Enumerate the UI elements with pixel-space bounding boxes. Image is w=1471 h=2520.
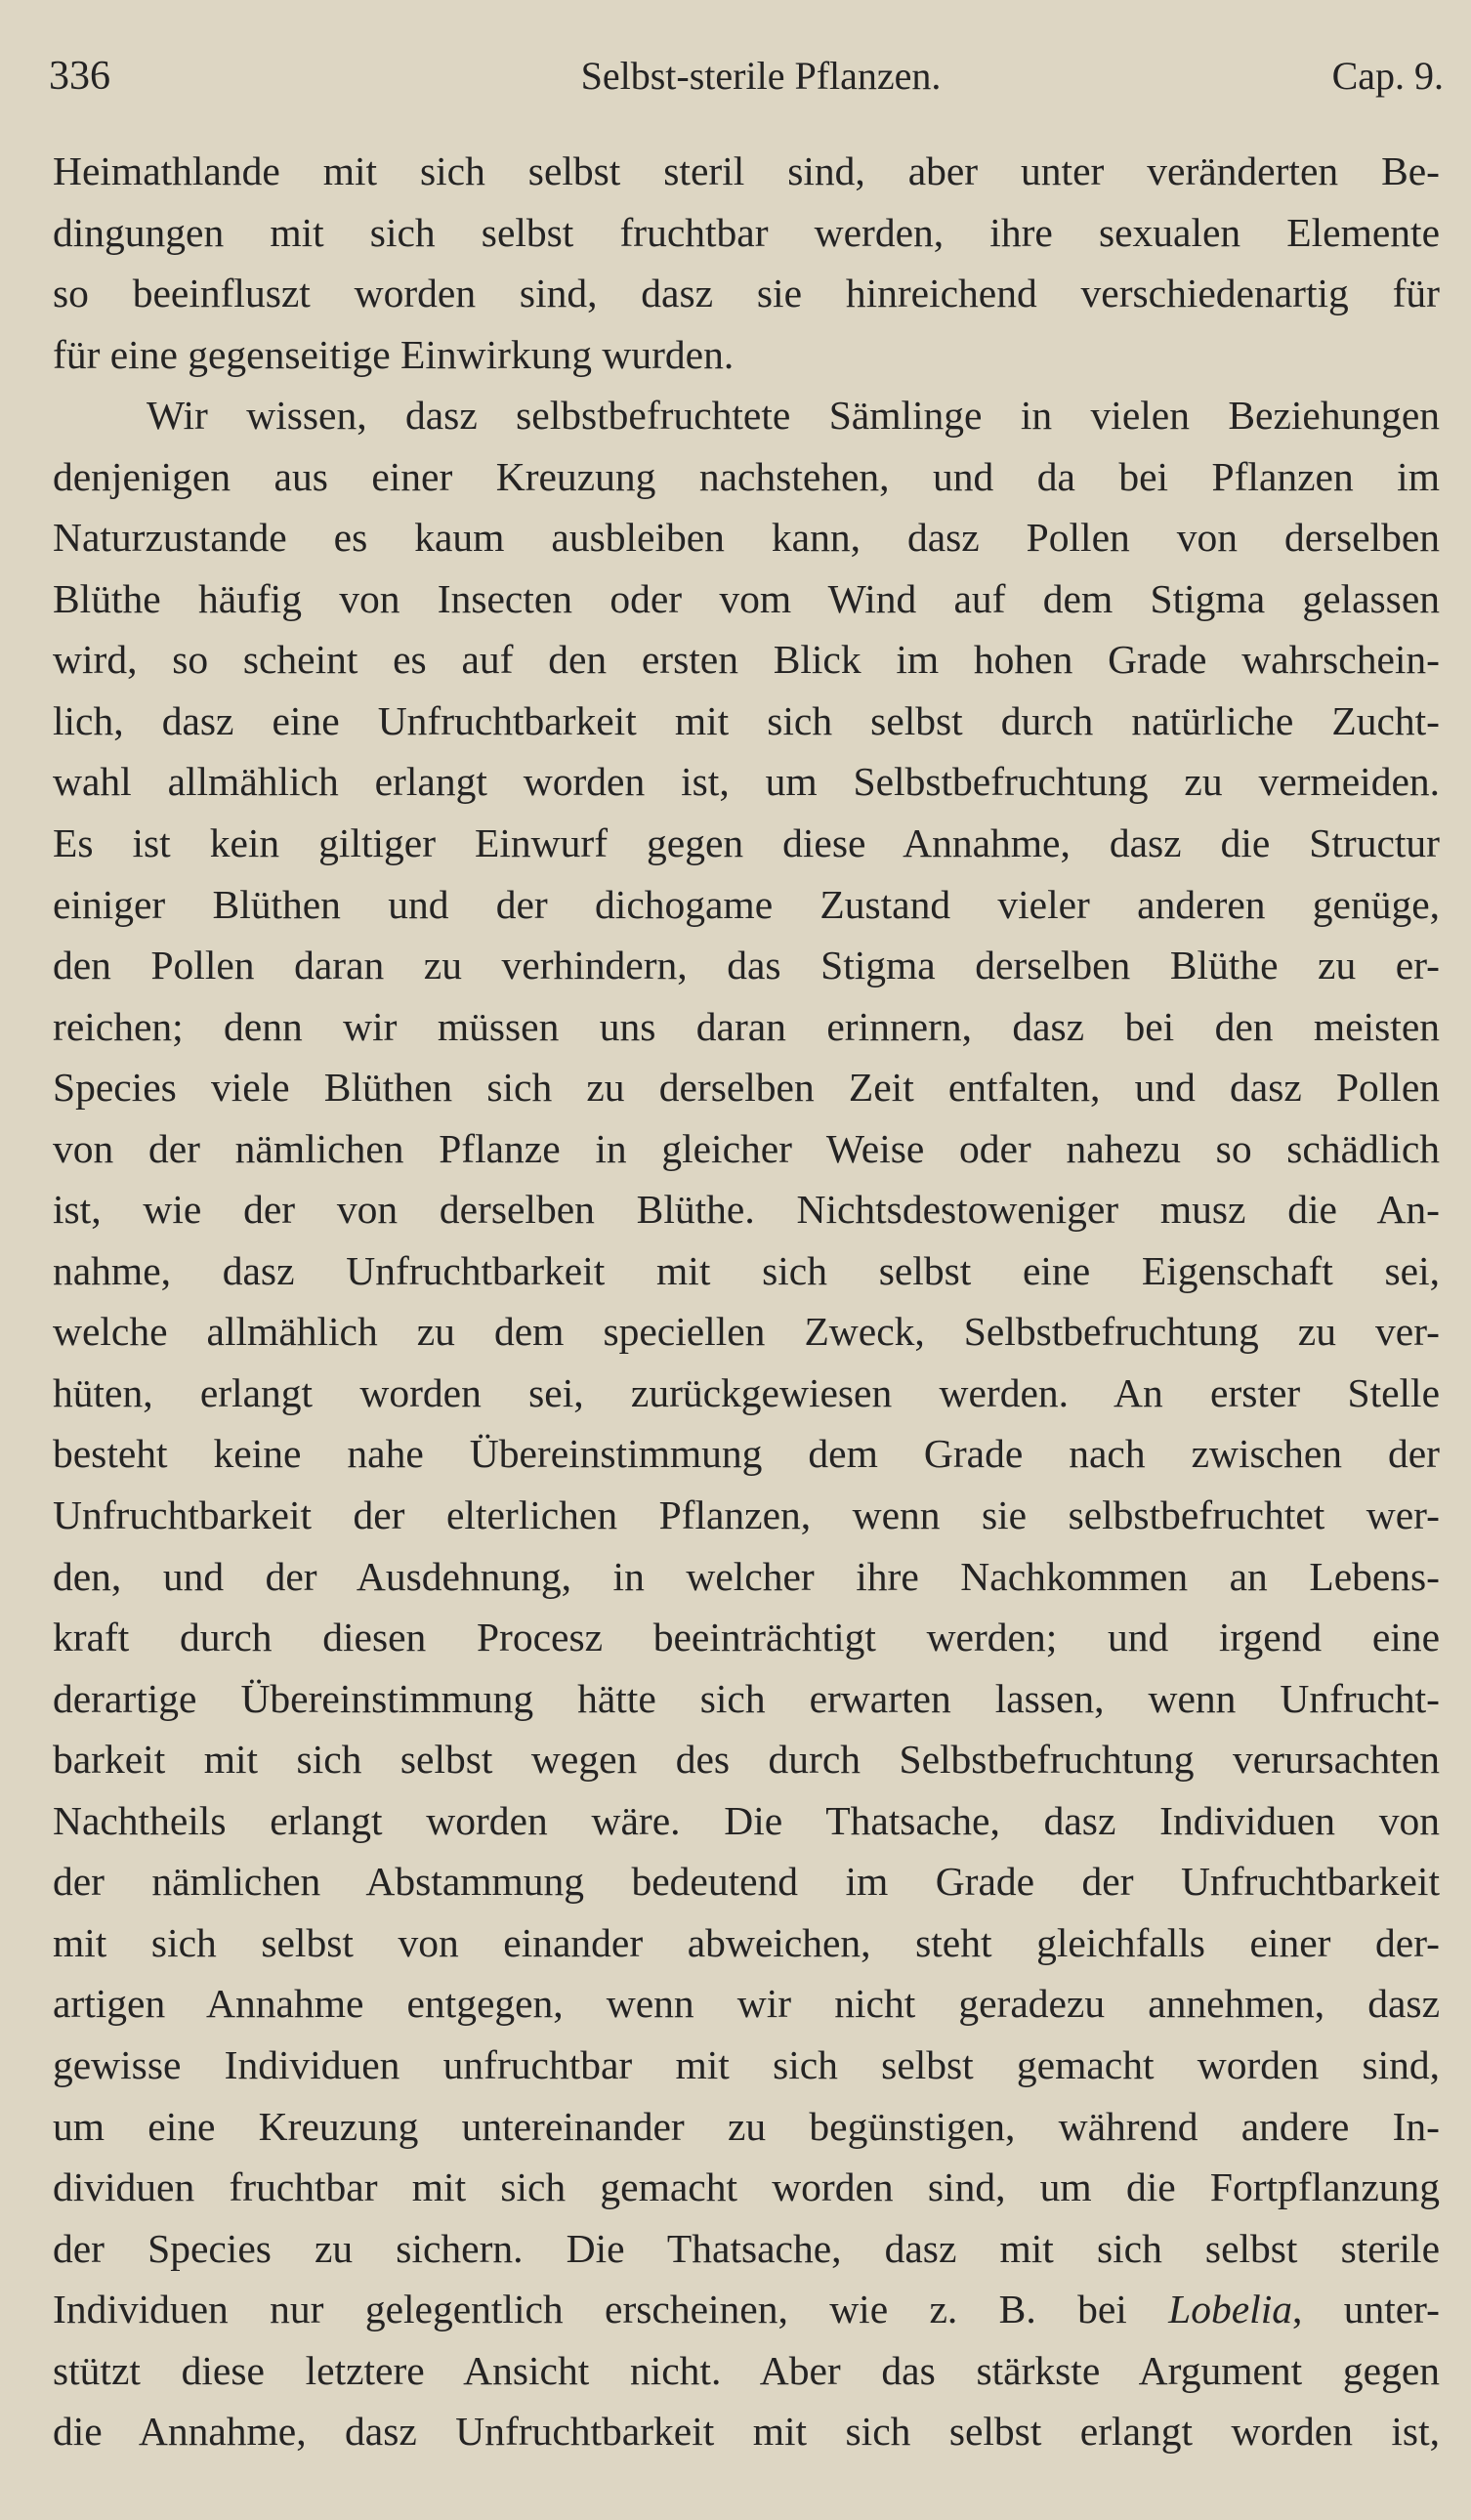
text-line: für eine gegenseitige Einwirkung wurden. <box>53 331 735 377</box>
text-line: Species viele Blüthen sich zu derselben Zeit entfalten, und dasz Pollen <box>53 1065 1440 1111</box>
text-line: barkeit mit sich selbst wegen des durch Selbstbefruchtung verursachten <box>53 1737 1440 1783</box>
text-line: gewisse Individuen unfruchtbar mit sich selbst gemacht worden sind, <box>53 2041 1440 2087</box>
text-line: den Pollen daran zu verhindern, das Stigma derselben Blüthe zu er- <box>53 943 1440 988</box>
chapter-label: Cap. 9. <box>1331 54 1444 98</box>
text-line: so beeinfluszt worden sind, dasz sie hinreichend verschiedenartig für <box>53 271 1440 316</box>
text-segment: Individuen nur gelegentlich erscheinen, wie z. B. bei <box>53 2287 1169 2332</box>
text-line: der Species zu sichern. Die Thatsache, dasz mit sich selbst sterile <box>53 2225 1440 2271</box>
text-line: lich, dasz eine Unfruchtbarkeit mit sich selbst durch natürliche Zucht- <box>53 697 1440 743</box>
text-line: dingungen mit sich selbst fruchtbar werden, ihre sexualen Elemente <box>53 209 1440 255</box>
text-line: denjenigen aus einer Kreuzung nachstehen, und da bei Pflanzen im <box>53 453 1440 499</box>
text-line: Wir wissen, dasz selbstbefruchtete Sämlinge in vielen Beziehungen <box>147 393 1440 439</box>
text-line: mit sich selbst von einander abweichen, steht gleichfalls einer der- <box>53 1919 1440 1965</box>
body-text <box>53 141 1440 2462</box>
text-line: den, und der Ausdehnung, in welcher ihre Nachkommen an Lebens- <box>53 1553 1440 1599</box>
text-line: dividuen fruchtbar mit sich gemacht worden sind, um die Fortpflanzung <box>53 2164 1440 2210</box>
text-line: Heimathlande mit sich selbst steril sind, aber unter veränderten Be- <box>53 148 1440 193</box>
text-line: wird, so scheint es auf den ersten Blick im hohen Grade wahrschein- <box>53 637 1440 683</box>
text-line: besteht keine nahe Übereinstimmung dem Grade nach zwischen der <box>53 1431 1440 1477</box>
text-line: derartige Übereinstimmung hätte sich erwarten lassen, wenn Unfrucht- <box>53 1675 1440 1721</box>
text-line: welche allmählich zu dem speciellen Zweck, Selbstbefruchtung zu ver- <box>53 1309 1440 1355</box>
text-line: einiger Blüthen und der dichogame Zustand vieler anderen genüge, <box>53 881 1440 927</box>
text-line: der nämlichen Abstammung bedeutend im Grade der Unfruchtbarkeit <box>53 1859 1440 1905</box>
text-line: ist, wie der von derselben Blüthe. Nichtsdestoweniger musz die An- <box>53 1187 1440 1233</box>
text-segment: , unter- <box>1291 2287 1440 2332</box>
text-line: Naturzustande es kaum ausbleiben kann, dasz Pollen von derselben <box>53 515 1440 561</box>
text-line: wahl allmählich erlangt worden ist, um Selbstbefruchtung zu vermeiden. <box>53 759 1440 805</box>
text-line: von der nämlichen Pflanze in gleicher Weise oder nahezu so schädlich <box>53 1125 1440 1171</box>
text-line: um eine Kreuzung untereinander zu begünstigen, während andere In- <box>53 2103 1440 2149</box>
text-line: stützt diese letztere Ansicht nicht. Aber das stärkste Argument gegen <box>53 2347 1440 2393</box>
text-line: artigen Annahme entgegen, wenn wir nicht geradezu annehmen, dasz <box>53 1981 1440 2027</box>
text-line: hüten, erlangt worden sei, zurückgewiesen werden. An erster Stelle <box>53 1369 1440 1415</box>
text-line: kraft durch diesen Procesz beeinträchtigt werden; und irgend eine <box>53 1615 1440 1660</box>
text-line: Nachtheils erlangt worden wäre. Die Thatsache, dasz Individuen von <box>53 1797 1440 1843</box>
text-line: nahme, dasz Unfruchtbarkeit mit sich selbst eine Eigenschaft sei, <box>53 1247 1440 1293</box>
italic-term: Lobelia <box>1168 2287 1292 2332</box>
text-line: Blüthe häufig von Insecten oder vom Wind auf dem Stigma gelassen <box>53 575 1440 621</box>
page-header <box>49 47 1444 105</box>
text-line: die Annahme, dasz Unfruchtbarkeit mit sich selbst erlangt worden ist, <box>53 2409 1440 2455</box>
text-line <box>53 2279 1440 2340</box>
text-line: reichen; denn wir müssen uns daran erinnern, dasz bei den meisten <box>53 1003 1440 1049</box>
page-number: 336 <box>49 54 110 99</box>
text-line: Unfruchtbarkeit der elterlichen Pflanzen, wenn sie selbstbefruchtet wer- <box>53 1492 1440 1538</box>
text-line: Es ist kein giltiger Einwurf gegen diese Annahme, dasz die Structur <box>53 820 1440 866</box>
running-title: Selbst-sterile Pflanzen. <box>580 54 942 98</box>
